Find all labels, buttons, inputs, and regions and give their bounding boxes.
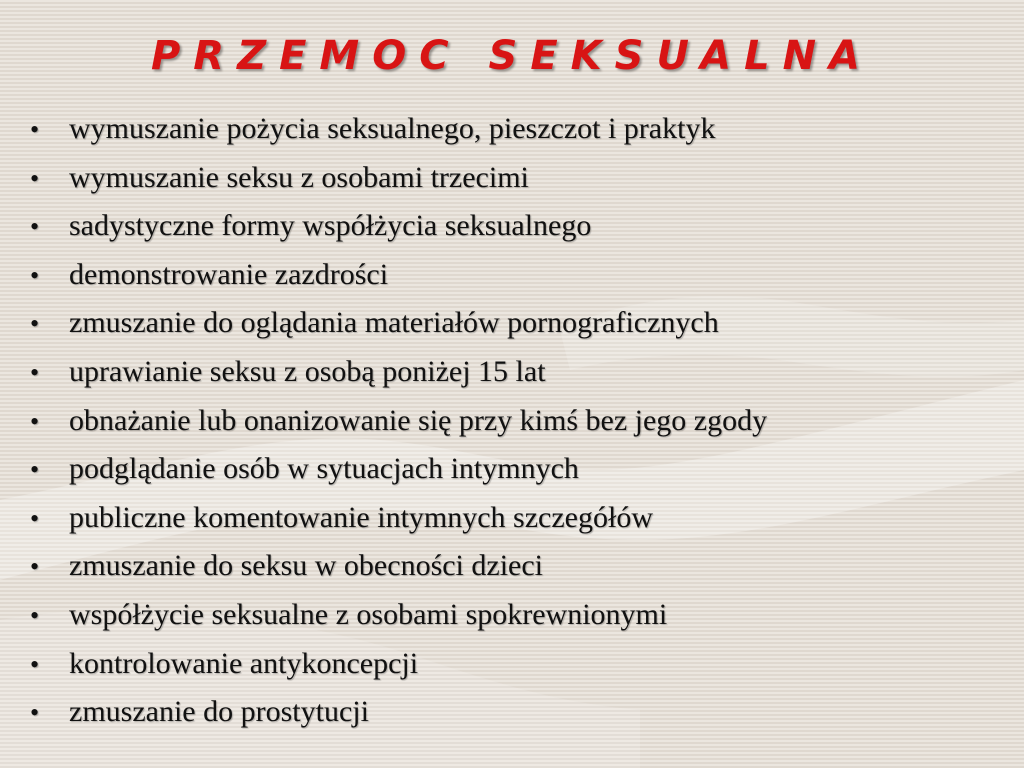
list-item: [30, 105, 1010, 154]
list-item: [30, 202, 1010, 251]
list-item: [30, 299, 1010, 348]
list-item: [30, 591, 1010, 640]
list-item: [30, 688, 1010, 737]
list-item-text: wymuszanie pożycia seksualnego, pieszczot i praktyk: [69, 112, 716, 145]
list-item-text: zmuszanie do prostytucji: [69, 695, 369, 729]
bullet-icon: •: [30, 698, 40, 728]
bullet-icon: •: [30, 212, 40, 242]
list-item-text: sadystyczne formy współżycia seksualnego: [69, 209, 592, 243]
list-item-text: współżycie seksualne z osobami spokrewnionymi: [69, 597, 668, 631]
list-item: [30, 494, 1010, 543]
list-item: [30, 348, 1010, 397]
list-item-text: kontrolowanie antykoncepcji: [69, 646, 419, 680]
list-item-text: zmuszanie do oglądania materiałów pornograficznych: [69, 306, 719, 340]
list-item: [30, 542, 1010, 591]
bullet-icon: •: [30, 503, 40, 533]
bullet-icon: •: [30, 309, 40, 339]
list-item-text: uprawianie seksu z osobą poniżej 15 lat: [69, 354, 546, 388]
bullet-icon: •: [30, 600, 40, 630]
bullet-icon: •: [30, 357, 40, 387]
list-item: [30, 640, 1010, 689]
list-item-text: wymuszanie seksu z osobami trzecimi: [69, 160, 529, 194]
bullet-icon: •: [30, 649, 40, 679]
bullet-icon: •: [30, 552, 40, 582]
bullet-list: [30, 105, 1010, 737]
list-item: [30, 154, 1010, 203]
list-item-text: demonstrowanie zazdrości: [69, 257, 389, 291]
list-item-text: obnażanie lub onanizowanie się przy kimś bez jego zgody: [69, 403, 768, 437]
list-item-text: zmuszanie do seksu w obecności dzieci: [69, 549, 544, 583]
bullet-icon: •: [30, 260, 40, 290]
bullet-icon: •: [30, 163, 40, 193]
list-item: [30, 397, 1010, 446]
bullet-icon: •: [30, 115, 40, 144]
bullet-icon: •: [30, 455, 40, 485]
list-item: [30, 251, 1010, 300]
slide-title: PRZEMOC SEKSUALNA: [150, 33, 874, 79]
list-item-text: podglądanie osób w sytuacjach intymnych: [69, 452, 579, 486]
list-item-text: publiczne komentowanie intymnych szczegółów: [69, 500, 653, 534]
bullet-icon: •: [30, 406, 40, 436]
list-item: [30, 445, 1010, 494]
